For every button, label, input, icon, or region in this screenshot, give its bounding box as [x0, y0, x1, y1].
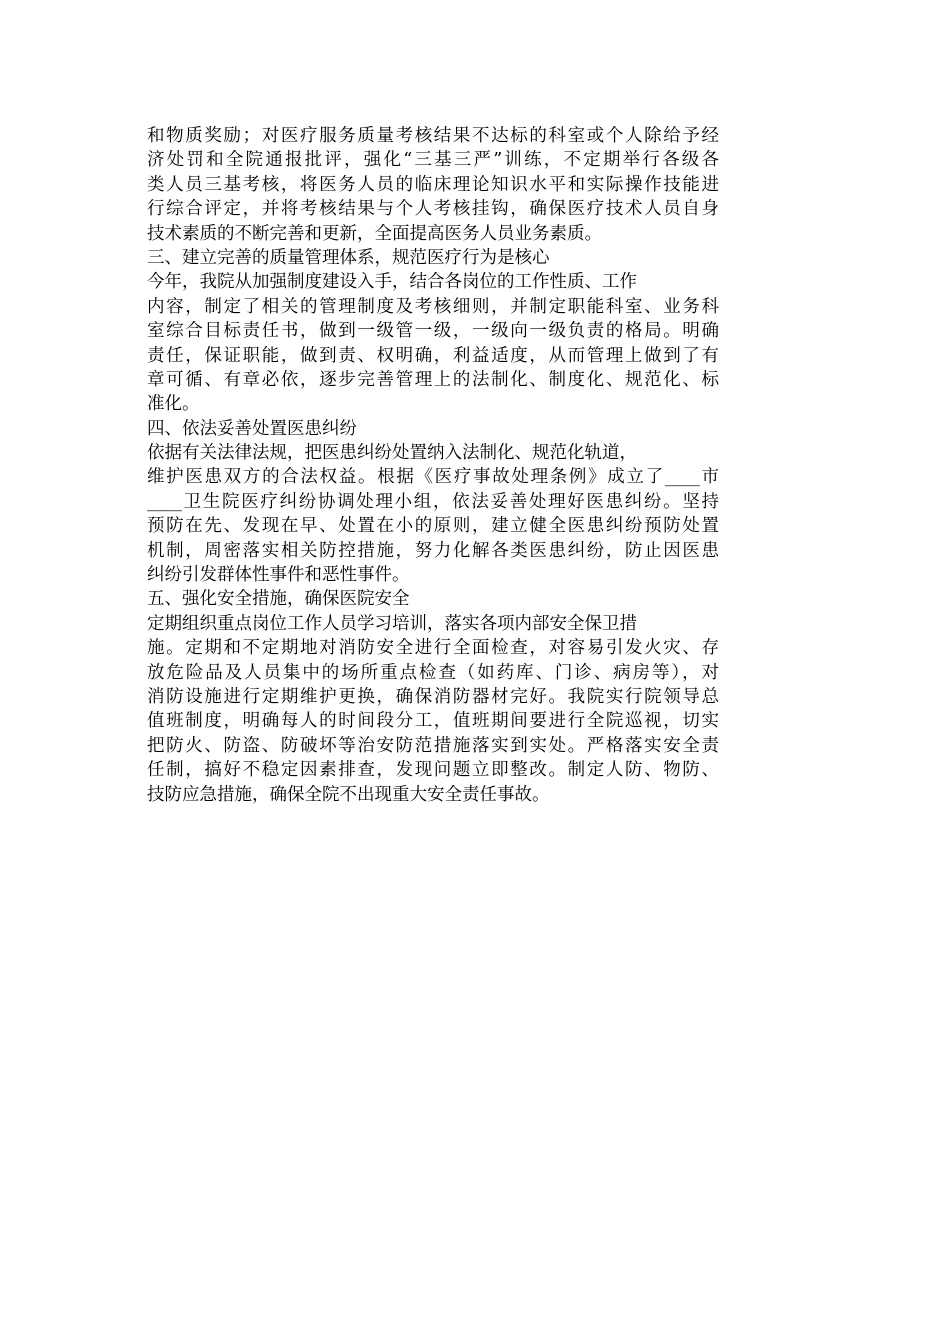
text-line: 值班制度，明确每人的时间段分工，值班期间要进行全院巡视，切实 [147, 711, 719, 732]
text-line: ____卫生院医疗纠纷协调处理小组，依法妥善处理好医患纠纷。坚持 [147, 491, 719, 512]
text-line: 预防在先、发现在早、处置在小的原则，建立健全医患纠纷预防处置 [147, 516, 719, 537]
text-line: 责任，保证职能，做到责、权明确，利益适度，从而管理上做到了有 [147, 345, 719, 366]
text-line: 济处罚和全院通报批评，强化“三基三严”训练，不定期举行各级各 [147, 150, 719, 171]
section-heading: 四、依法妥善处置医患纠纷 [147, 418, 357, 439]
section-heading: 三、建立完善的质量管理体系，规范医疗行为是核心 [147, 247, 550, 268]
document-body [147, 124, 719, 807]
text-line: 技术素质的不断完善和更新，全面提高医务人员业务素质。 [147, 223, 602, 244]
text-line: 纠纷引发群体性事件和恶性事件。 [147, 565, 410, 586]
text-line: 室综合目标责任书，做到一级管一级，一级向一级负责的格局。明确 [147, 321, 719, 342]
text-line: 维护医患双方的合法权益。根据《医疗事故处理条例》成立了____市 [147, 467, 719, 488]
text-line: 今年，我院从加强制度建设入手，结合各岗位的工作性质、工作 [147, 272, 637, 293]
text-line: 定期组织重点岗位工作人员学习培训，落实各项内部安全保卫措 [147, 613, 637, 634]
text-line: 和物质奖励；对医疗服务质量考核结果不达标的科室或个人除给予经 [147, 126, 719, 146]
text-line: 技防应急措施，确保全院不出现重大安全责任事故。 [147, 784, 550, 805]
text-line: 章可循、有章必依，逐步完善管理上的法制化、制度化、规范化、标 [147, 369, 719, 390]
text-line: 依据有关法律法规，把医患纠纷处置纳入法制化、规范化轨道， [147, 443, 637, 464]
text-line: 放危险品及人员集中的场所重点检查（如药库、门诊、病房等），对 [147, 662, 719, 683]
text-line: 施。定期和不定期地对消防安全进行全面检查，对容易引发火灾、存 [147, 638, 719, 659]
text-line: 行综合评定，并将考核结果与个人考核挂钩，确保医疗技术人员自身 [147, 199, 719, 220]
text-line: 消防设施进行定期维护更换，确保消防器材完好。我院实行院领导总 [147, 686, 719, 707]
text-line: 内容，制定了相关的管理制度及考核细则，并制定职能科室、业务科 [147, 296, 719, 317]
text-line: 机制，周密落实相关防控措施，努力化解各类医患纠纷，防止因医患 [147, 540, 719, 561]
text-line: 类人员三基考核，将医务人员的临床理论知识水平和实际操作技能进 [147, 174, 719, 195]
section-heading: 五、强化安全措施，确保医院安全 [147, 589, 410, 610]
text-line: 准化。 [147, 394, 200, 415]
text-line: 把防火、防盗、防破坏等治安防范措施落实到实处。严格落实安全责 [147, 735, 719, 756]
text-line: 任制，搞好不稳定因素排查，发现问题立即整改。制定人防、物防、 [147, 760, 719, 781]
